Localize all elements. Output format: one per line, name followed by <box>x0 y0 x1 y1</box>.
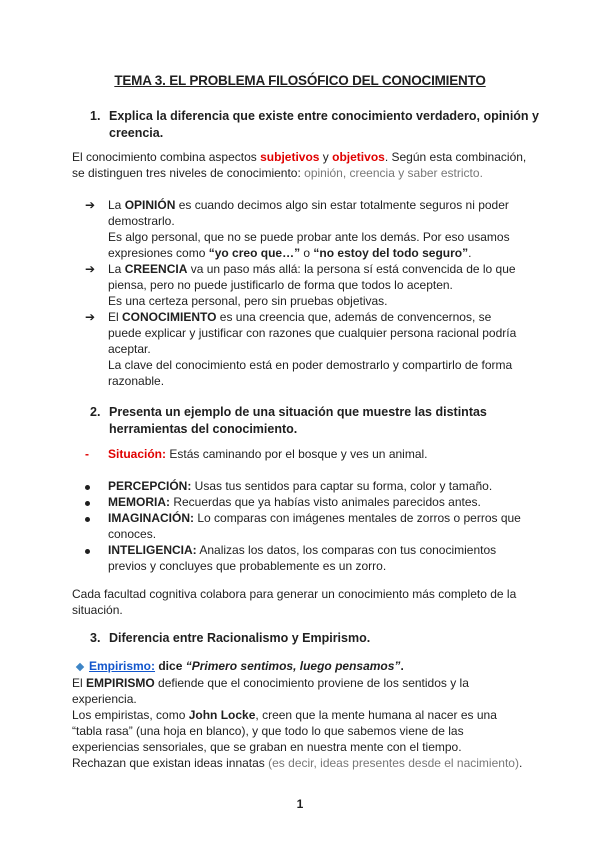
bullet-text: Analizas los datos, los comparas con tus conocimientos <box>196 543 497 557</box>
bullet-percepcion <box>85 478 530 494</box>
text: El <box>108 310 123 324</box>
objetivos-highlight: objetivos <box>332 150 385 164</box>
empirismo-link[interactable]: Empirismo: <box>89 659 156 673</box>
question-1-line-2: creencia. <box>109 126 164 140</box>
aside-text: (es decir, ideas presentes desde el nacimiento) <box>268 756 519 770</box>
intro-paragraph <box>72 149 542 181</box>
quote: “Primero sentimos, luego pensamos” <box>185 659 401 673</box>
arrow-icon: ➔ <box>85 310 96 324</box>
question-3 <box>90 630 540 647</box>
arrow-item-conocimiento <box>85 309 530 389</box>
term-empirismo: EMPIRISMO <box>86 676 155 690</box>
bullet-text: conoces. <box>108 527 157 541</box>
text: Los empiristas, como <box>72 708 189 722</box>
bullet-memoria <box>85 494 530 510</box>
question-1 <box>90 108 540 142</box>
quote: “yo creo que…” <box>208 246 301 260</box>
levels-list: opinión, creencia y saber estricto. <box>304 166 483 180</box>
text: experiencias sensoriales, que se graban en nuestra mente con el tiempo. <box>72 740 462 754</box>
text: es una creencia que, además de convencernos, se <box>216 310 492 324</box>
text: aceptar. <box>108 342 151 356</box>
arrow-item-creencia <box>85 261 530 309</box>
question-number: 2. <box>90 405 101 419</box>
diamond-bullet-icon <box>76 663 84 671</box>
question-2-line-1: Presenta un ejemplo de una situación que muestre las distintas <box>109 405 487 419</box>
text: expresiones como <box>108 246 209 260</box>
subjetivos-highlight: subjetivos <box>260 150 320 164</box>
text: dice <box>155 659 186 673</box>
bullet-label: IMAGINACIÓN: <box>108 511 194 525</box>
intro-text: se distinguen tres niveles de conocimiento: <box>72 166 305 180</box>
question-number: 3. <box>90 631 101 645</box>
summary-paragraph <box>72 586 542 618</box>
text: Rechazan que existan ideas innatas <box>72 756 269 770</box>
bullet-text: Usas tus sentidos para captar su forma, color y tamaño. <box>191 479 493 493</box>
text: . <box>400 659 404 673</box>
term-creencia: CREENCIA <box>124 262 188 276</box>
situation-item <box>85 446 530 462</box>
bullet-dot-icon <box>85 478 105 494</box>
text: Es algo personal, que no se puede probar ante los demás. Por eso usamos <box>108 230 510 244</box>
text: puede explicar y justificar con razones que cualquier persona racional podría <box>108 326 517 340</box>
dash-marker: - <box>85 447 89 461</box>
text: “tabla rasa” (una hoja en blanco), y que todo lo que sabemos viene de las <box>72 724 464 738</box>
text: La clave del conocimiento está en poder demostrarlo y compartirlo de forma <box>108 358 513 372</box>
text: Es una certeza personal, pero sin pruebas objetivas. <box>108 294 388 308</box>
text: situación. <box>72 603 123 617</box>
name-john-locke: John Locke <box>188 708 256 722</box>
bullet-text: Recuerdas que ya habías visto animales parecidos antes. <box>170 495 481 509</box>
bullet-dot-icon <box>85 510 105 526</box>
text: demostrarlo. <box>108 214 175 228</box>
text: El <box>72 676 87 690</box>
text: . <box>468 246 472 260</box>
text: defiende que el conocimiento proviene de los sentidos y la <box>154 676 469 690</box>
bullet-text: Lo comparas con imágenes mentales de zorros o perros que <box>194 511 521 525</box>
intro-text: . Según esta combinación, <box>384 150 527 164</box>
text: . <box>518 756 523 770</box>
text: o <box>300 246 314 260</box>
question-2 <box>90 404 540 438</box>
intro-text: El conocimiento combina aspectos <box>72 150 261 164</box>
bullet-label: PERCEPCIÓN: <box>108 479 192 493</box>
quote: “no estoy del todo seguro” <box>313 246 469 260</box>
bullet-label: INTELIGENCIA: <box>108 543 197 557</box>
text: es cuando decimos algo sin estar totalmente seguros ni poder <box>175 198 509 212</box>
bullet-inteligencia <box>85 542 530 574</box>
bullet-text: previos y concluyes que probablemente es un zorro. <box>108 559 387 573</box>
arrow-icon: ➔ <box>85 262 96 276</box>
bullet-label: MEMORIA: <box>108 495 170 509</box>
question-number: 1. <box>90 109 101 123</box>
text: piensa, pero no puede justificarlo de forma que todos lo acepten. <box>108 278 453 292</box>
bullet-imaginacion <box>85 510 530 542</box>
situation-text: Estás caminando por el bosque y ves un animal. <box>166 447 428 461</box>
empirismo-paragraph <box>72 675 542 771</box>
term-conocimiento: CONOCIMIENTO <box>122 310 217 324</box>
text: razonable. <box>108 374 165 388</box>
question-3-line-1: Diferencia entre Racionalismo y Empirismo. <box>109 631 371 645</box>
bullet-dot-icon <box>85 542 105 558</box>
page-number: 1 <box>296 797 304 811</box>
situation-label: Situación: <box>108 447 167 461</box>
bullet-dot-icon <box>85 494 105 510</box>
arrow-item-opinion <box>85 197 530 261</box>
text: , creen que la mente humana al nacer es una <box>255 708 497 722</box>
text: experiencia. <box>72 692 137 706</box>
text: La <box>108 198 125 212</box>
text: va un paso más allá: la persona sí está convencida de lo que <box>187 262 516 276</box>
empirismo-heading <box>77 658 547 674</box>
text: Cada facultad cognitiva colabora para generar un conocimiento más completo de la <box>72 587 517 601</box>
page-title: TEMA 3. EL PROBLEMA FILOSÓFICO DEL CONOCIMIENTO <box>114 73 486 88</box>
arrow-icon: ➔ <box>85 198 96 212</box>
question-1-line-1: Explica la diferencia que existe entre conocimiento verdadero, opinión y <box>109 109 539 123</box>
question-2-line-2: herramientas del conocimiento. <box>109 422 298 436</box>
term-opinion: OPINIÓN <box>124 198 176 212</box>
intro-text: y <box>319 150 333 164</box>
text: La <box>108 262 125 276</box>
